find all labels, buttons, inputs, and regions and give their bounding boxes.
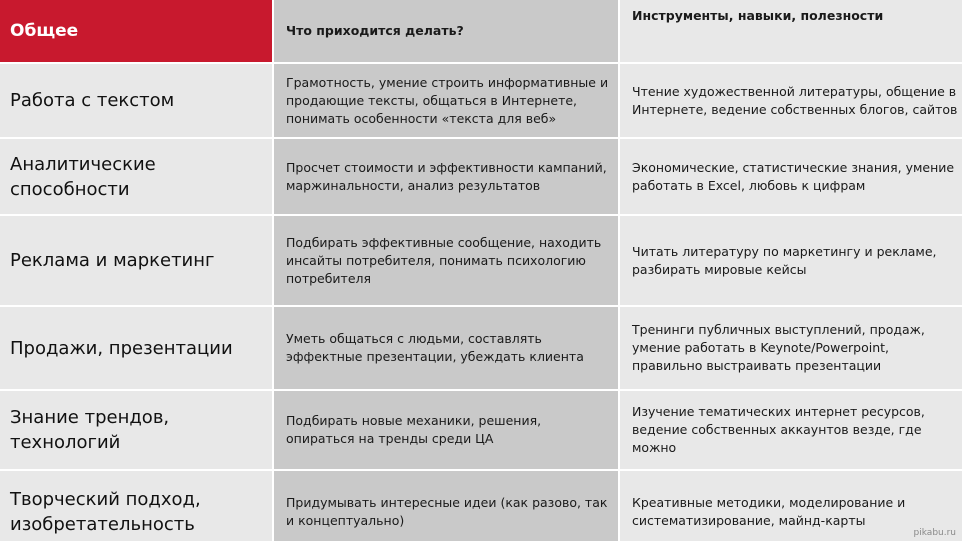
row-1-category <box>0 64 272 137</box>
row-4-tasks <box>274 307 618 389</box>
row-6-tools-text: Креативные методики, моделирование и систематизирование, майнд-карты <box>632 495 906 528</box>
row-3-tools-text: Читать литературу по маркетингу и рекламе, разбирать мировые кейсы <box>632 243 937 277</box>
row-3-tools <box>620 216 962 305</box>
row-5-tasks-text: Подбирать новые механики, решения, опираться на тренды среди ЦА <box>286 413 542 446</box>
header-tools <box>620 0 962 62</box>
row-2-category-text: Аналитические способности <box>10 153 156 200</box>
row-1-tools <box>620 64 962 137</box>
row-4-tools-text: Тренинги публичных выступлений, продаж, умение работать в Keynote/Powerpoint, правильно выстраивать презентации <box>632 322 925 373</box>
header-general <box>0 0 272 62</box>
row-1-tasks <box>274 64 618 137</box>
row-3-tasks <box>274 216 618 305</box>
row-6-category <box>0 471 272 541</box>
watermark: pikabu.ru <box>913 528 956 538</box>
row-5-category <box>0 391 272 469</box>
row-2-tasks-text: Просчет стоимости и эффективности кампаний, маржинальности, анализ результатов <box>286 159 607 193</box>
header-tasks-label: Что приходится делать? <box>286 23 464 38</box>
row-4-category <box>0 307 272 389</box>
row-6-tools <box>620 471 962 541</box>
row-5-tools <box>620 391 962 469</box>
row-1-tasks-text: Грамотность, умение строить информативные и продающие тексты, общаться в Интернете, понимать особенности «текста для веб» <box>286 74 609 126</box>
row-6-tasks-text: Придумывать интересные идеи (как разово, так и концептуально) <box>286 495 608 528</box>
header-general-label: Общее <box>10 20 79 41</box>
row-2-tools-text: Экономические, статистические знания, умение работать в Excel, любовь к цифрам <box>632 159 955 193</box>
row-4-tools <box>620 307 962 389</box>
header-tools-label: Инструменты, навыки, полезности <box>632 8 884 23</box>
row-2-category <box>0 139 272 214</box>
row-4-category-text: Продажи, презентации <box>10 337 233 359</box>
row-4-tasks-text: Уметь общаться с людьми, составлять эффектные презентации, убеждать клиента <box>286 331 584 364</box>
row-2-tasks <box>274 139 618 214</box>
row-5-tools-text: Изучение тематических интернет ресурсов, ведение собственных аккаунтов везде, где можно <box>632 404 925 455</box>
row-5-tasks <box>274 391 618 469</box>
row-5-category-text: Знание трендов, технологий <box>10 407 170 453</box>
row-3-category-text: Реклама и маркетинг <box>10 250 215 271</box>
row-1-category-text: Работа с текстом <box>10 90 175 111</box>
row-1-tools-text: Чтение художественной литературы, общение в Интернете, ведение собственных блогов, сайтов <box>632 83 958 117</box>
row-2-tools <box>620 139 962 214</box>
row-6-category-text: Творческий подход, изобретательность <box>10 489 201 535</box>
row-3-category <box>0 216 272 305</box>
header-tasks <box>274 0 618 62</box>
row-6-tasks <box>274 471 618 541</box>
row-3-tasks-text: Подбирать эффективные сообщение, находить инсайты потребителя, понимать психологию потребителя <box>286 234 602 286</box>
